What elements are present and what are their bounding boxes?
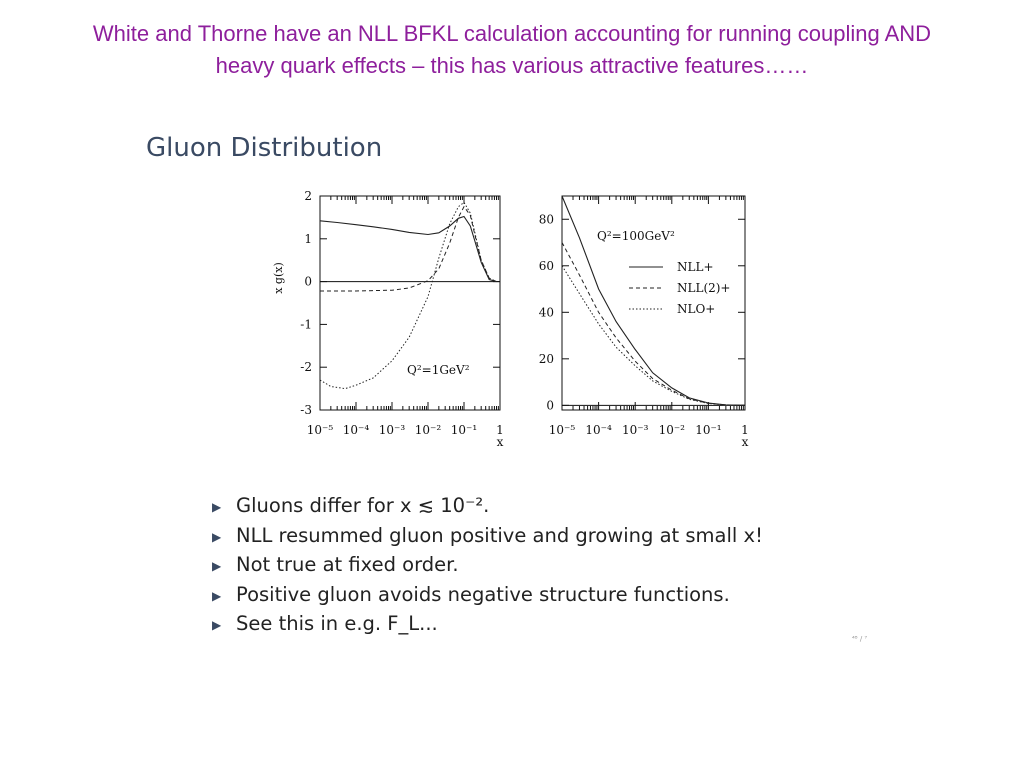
bullet-item: [212, 612, 763, 642]
y-axis-label: x g(x): [272, 262, 285, 294]
bullet-text: Gluons differ for x ≲ 10⁻².: [236, 494, 490, 517]
bullet-text: Positive gluon avoids negative structure functions.: [236, 582, 730, 606]
x-tick-label: 10⁻³: [378, 423, 406, 437]
triangle-bullet-icon: ▶: [212, 529, 222, 544]
headline: [0, 18, 1024, 82]
y-tick-label: 1: [304, 231, 312, 246]
headline-line-2: heavy quark effects – this has various attractive features……: [215, 53, 809, 78]
section-title: Gluon Distribution: [146, 133, 383, 163]
legend-label: NLL+: [677, 260, 714, 274]
bullet-text: See this in e.g. F_L...: [236, 612, 438, 635]
chart-annotation: Q²=1GeV²: [407, 363, 470, 377]
bullet-item: [212, 494, 763, 524]
x-tick-label: 10⁻¹: [450, 423, 478, 437]
y-tick-label: 20: [538, 351, 554, 366]
bullet-item: [212, 583, 763, 613]
gluon-chart-q2-1: [262, 180, 512, 450]
headline-line-1: White and Thorne have an NLL BFKL calculation accounting for running coupling AND: [92, 21, 932, 46]
x-tick-label: 10⁻⁴: [585, 423, 612, 437]
x-tick-label: 10⁻⁴: [342, 423, 370, 437]
x-axis-label: x: [496, 435, 504, 449]
x-tick-label: 10⁻⁵: [548, 423, 576, 437]
plot-frame: [320, 196, 500, 410]
y-tick-label: -1: [300, 317, 312, 332]
triangle-bullet-icon: ▶: [212, 618, 222, 632]
y-tick-label: 80: [538, 212, 554, 227]
x-axis-label: x: [741, 435, 749, 449]
bullet-text: Not true at fixed order.: [236, 553, 459, 576]
y-tick-label: 0: [304, 274, 312, 289]
bullet-text: NLL resummed gluon positive and growing at small x!: [236, 523, 763, 547]
y-tick-label: 60: [538, 258, 554, 273]
series-line-dashed: [320, 207, 497, 291]
x-tick-label: 10⁻²: [414, 423, 442, 437]
series-line-solid: [320, 217, 497, 282]
series-line-dotted: [320, 202, 497, 388]
x-tick-label: 10⁻³: [621, 423, 649, 437]
x-tick-label: 10⁻²: [658, 423, 686, 437]
triangle-bullet-icon: ▶: [212, 588, 222, 603]
bullet-item: [212, 524, 763, 554]
legend-label: NLO+: [677, 302, 716, 316]
chart-annotation: Q²=100GeV²: [597, 229, 675, 243]
gluon-chart-q2-100: [525, 180, 755, 450]
y-tick-label: -2: [300, 360, 312, 375]
x-tick-label: 1: [496, 423, 504, 437]
bullet-list: [212, 494, 763, 642]
bullet-item: [212, 553, 763, 583]
slide-number: ⁴⁸ / ⁷: [852, 635, 868, 643]
y-tick-label: 0: [546, 398, 554, 413]
y-tick-label: -3: [300, 403, 312, 417]
x-tick-label: 10⁻¹: [695, 423, 722, 437]
x-tick-label: 10⁻⁵: [306, 423, 334, 437]
triangle-bullet-icon: ▶: [212, 559, 222, 573]
legend-label: NLL(2)+: [677, 281, 731, 295]
y-tick-label: 40: [538, 305, 554, 320]
x-tick-label: 1: [741, 423, 749, 437]
triangle-bullet-icon: ▶: [212, 500, 222, 514]
y-tick-label: 2: [304, 189, 312, 203]
series-line-nll-: [562, 196, 745, 405]
